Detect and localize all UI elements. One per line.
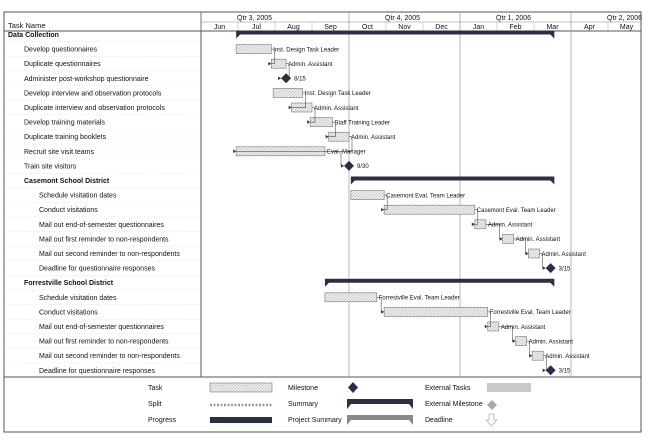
task-name: Develop questionnaires <box>24 46 98 54</box>
task-name: Schedule visitation dates <box>39 192 117 200</box>
legend-deadline-icon <box>486 414 497 426</box>
legend-label-split: Split <box>148 401 162 408</box>
dependency-arrow <box>341 164 344 168</box>
dependency-arrow <box>472 223 475 227</box>
legend-label-deadline: Deadline <box>425 417 453 424</box>
milestone-diamond <box>546 365 556 375</box>
task-name: Administer post-workshop questionnaire <box>24 75 149 83</box>
legend-label-summary: Summary <box>288 401 318 408</box>
milestone-diamond <box>344 161 354 171</box>
milestone-date-label: 8/15 <box>294 76 306 83</box>
task-name-header: Task Name <box>8 21 46 30</box>
task-name: Mail out first reminder to non-respondents <box>39 338 169 346</box>
task-name: Conduct visitations <box>39 207 98 215</box>
legend-milestone-swatch <box>348 382 358 393</box>
task-name: Duplicate interview and observation protocols <box>24 105 165 112</box>
dependency-arrow <box>278 77 281 81</box>
task-bar <box>503 234 514 243</box>
dependency-arrow <box>268 62 271 66</box>
resource-label: Admin. Assistant <box>500 324 546 331</box>
month-label: Jul <box>252 24 261 31</box>
month-label: Feb <box>509 24 522 31</box>
task-bar <box>273 88 303 97</box>
dependency-arrow <box>543 266 546 270</box>
quarter-label: Qtr 4, 2005 <box>385 15 421 22</box>
summary-task-name: Forrestville School District <box>24 280 114 288</box>
month-label: Jun <box>213 24 226 31</box>
resource-label: Admin. Assistant <box>351 135 396 141</box>
dependency-arrow <box>289 106 292 110</box>
task-name: Mail out end-of-semester questionnaires <box>39 221 164 229</box>
quarter-label: Qtr 1, 2006 <box>496 15 532 22</box>
dependency-arrow <box>381 208 384 212</box>
task-name: Deadline for questionnaire responses <box>39 265 155 273</box>
resource-label: Admin. Assistant <box>515 237 561 244</box>
resource-label: Forrestville Eval. Team Leader <box>378 295 460 302</box>
task-bar <box>516 337 527 346</box>
dependency-arrow <box>307 120 310 124</box>
summary-task-name: Data Collection <box>8 32 59 39</box>
legend <box>148 382 531 426</box>
month-label: Dec <box>435 24 448 31</box>
month-label: Sep <box>324 24 337 31</box>
resource-label: Admin. Assistant <box>545 354 590 360</box>
task-bar <box>351 191 384 200</box>
resource-label: Casemont Eval. Team Leader <box>386 193 466 200</box>
legend-label-milestone: Milestone <box>288 385 318 392</box>
legend-external-tasks-swatch <box>487 383 531 392</box>
resource-label: Admin. Assistant <box>314 105 359 112</box>
legend-task-swatch <box>210 383 272 392</box>
dependency-arrow <box>233 150 236 154</box>
task-name: Conduct visitations <box>39 309 98 317</box>
resource-label: Casemont Eval. Team Leader <box>476 208 556 214</box>
task-name: Develop interview and observation protocols <box>24 90 162 98</box>
month-label: May <box>619 24 634 31</box>
milestone-date-label: 9/30 <box>357 164 369 171</box>
dependency-arrow <box>485 325 488 329</box>
month-label: Nov <box>398 24 411 31</box>
quarter-label: Qtr 2, 2006 <box>607 15 643 22</box>
dependency-arrow <box>543 369 546 373</box>
legend-external-milestone-swatch <box>487 400 497 410</box>
resource-label: Forrestville Eval. Team Leader <box>489 310 571 317</box>
resource-label: Eval. Manager <box>326 149 366 156</box>
task-name: Mail out end-of-semester questionnaires <box>39 324 164 331</box>
task-name: Duplicate training booklets <box>24 134 107 142</box>
resource-label: Admin. Assistant <box>487 222 533 229</box>
task-name: Recruit site visit teams <box>24 148 95 156</box>
legend-project-summary-swatch <box>347 415 413 425</box>
month-label: Mar <box>546 24 559 31</box>
resource-label: Inst. Design Task Leader <box>273 47 340 54</box>
task-name: Mail out first reminder to non-respondents <box>39 236 169 244</box>
quarter-label: Qtr 3, 2005 <box>237 15 273 22</box>
task-name: Mail out second reminder to non-respondents <box>39 353 180 361</box>
resource-label: Admin. Assistant <box>541 251 586 258</box>
task-name: Schedule visitation dates <box>39 294 117 302</box>
legend-label-project-summary: Project Summary <box>288 417 342 424</box>
legend-label-external-tasks: External Tasks <box>425 385 471 392</box>
legend-label-progress: Progress <box>148 417 177 424</box>
task-name: Develop training materials <box>24 119 105 127</box>
milestone-date-label: 3/15 <box>558 368 571 375</box>
task-bar <box>236 45 271 54</box>
summary-bar <box>325 279 554 287</box>
task-bar <box>384 307 488 316</box>
legend-summary-swatch <box>347 399 413 409</box>
month-label: Aug <box>287 24 300 31</box>
summary-task-name: Casemont School District <box>24 178 110 185</box>
dependency-arrow <box>500 237 503 241</box>
task-name: Mail out second reminder to non-respondents <box>39 251 180 258</box>
milestone-diamond <box>546 263 556 273</box>
resource-label: Admin. Assistant <box>528 339 573 346</box>
month-label: Oct <box>362 24 373 31</box>
task-name: Deadline for questionnaire responses <box>39 367 155 375</box>
task-bar <box>532 351 543 360</box>
task-bar <box>325 293 377 302</box>
month-label: Jan <box>472 24 485 31</box>
summary-bar <box>351 177 554 185</box>
resource-label: Staff Training Leader <box>334 120 390 127</box>
legend-progress-swatch <box>210 417 272 423</box>
dependency-arrow <box>326 135 329 139</box>
task-bar <box>384 205 475 214</box>
dependency-arrow <box>513 339 516 343</box>
dependency-arrow <box>525 252 528 256</box>
month-label: Apr <box>584 24 595 31</box>
milestone-date-label: 3/15 <box>558 266 571 273</box>
legend-label-external-milestone: External Milestone <box>425 401 483 408</box>
task-name: Duplicate questionnaires <box>24 61 101 69</box>
resource-label: Admin. Assistant <box>288 62 333 68</box>
task-bar <box>528 249 539 258</box>
dependency-arrow <box>529 354 532 358</box>
legend-label-task: Task <box>148 385 163 392</box>
dependency-arrow <box>381 310 384 314</box>
summary-bar <box>236 31 554 39</box>
task-name: Train site visitors <box>24 163 77 171</box>
resource-label: Inst. Design Task Leader <box>304 91 371 98</box>
